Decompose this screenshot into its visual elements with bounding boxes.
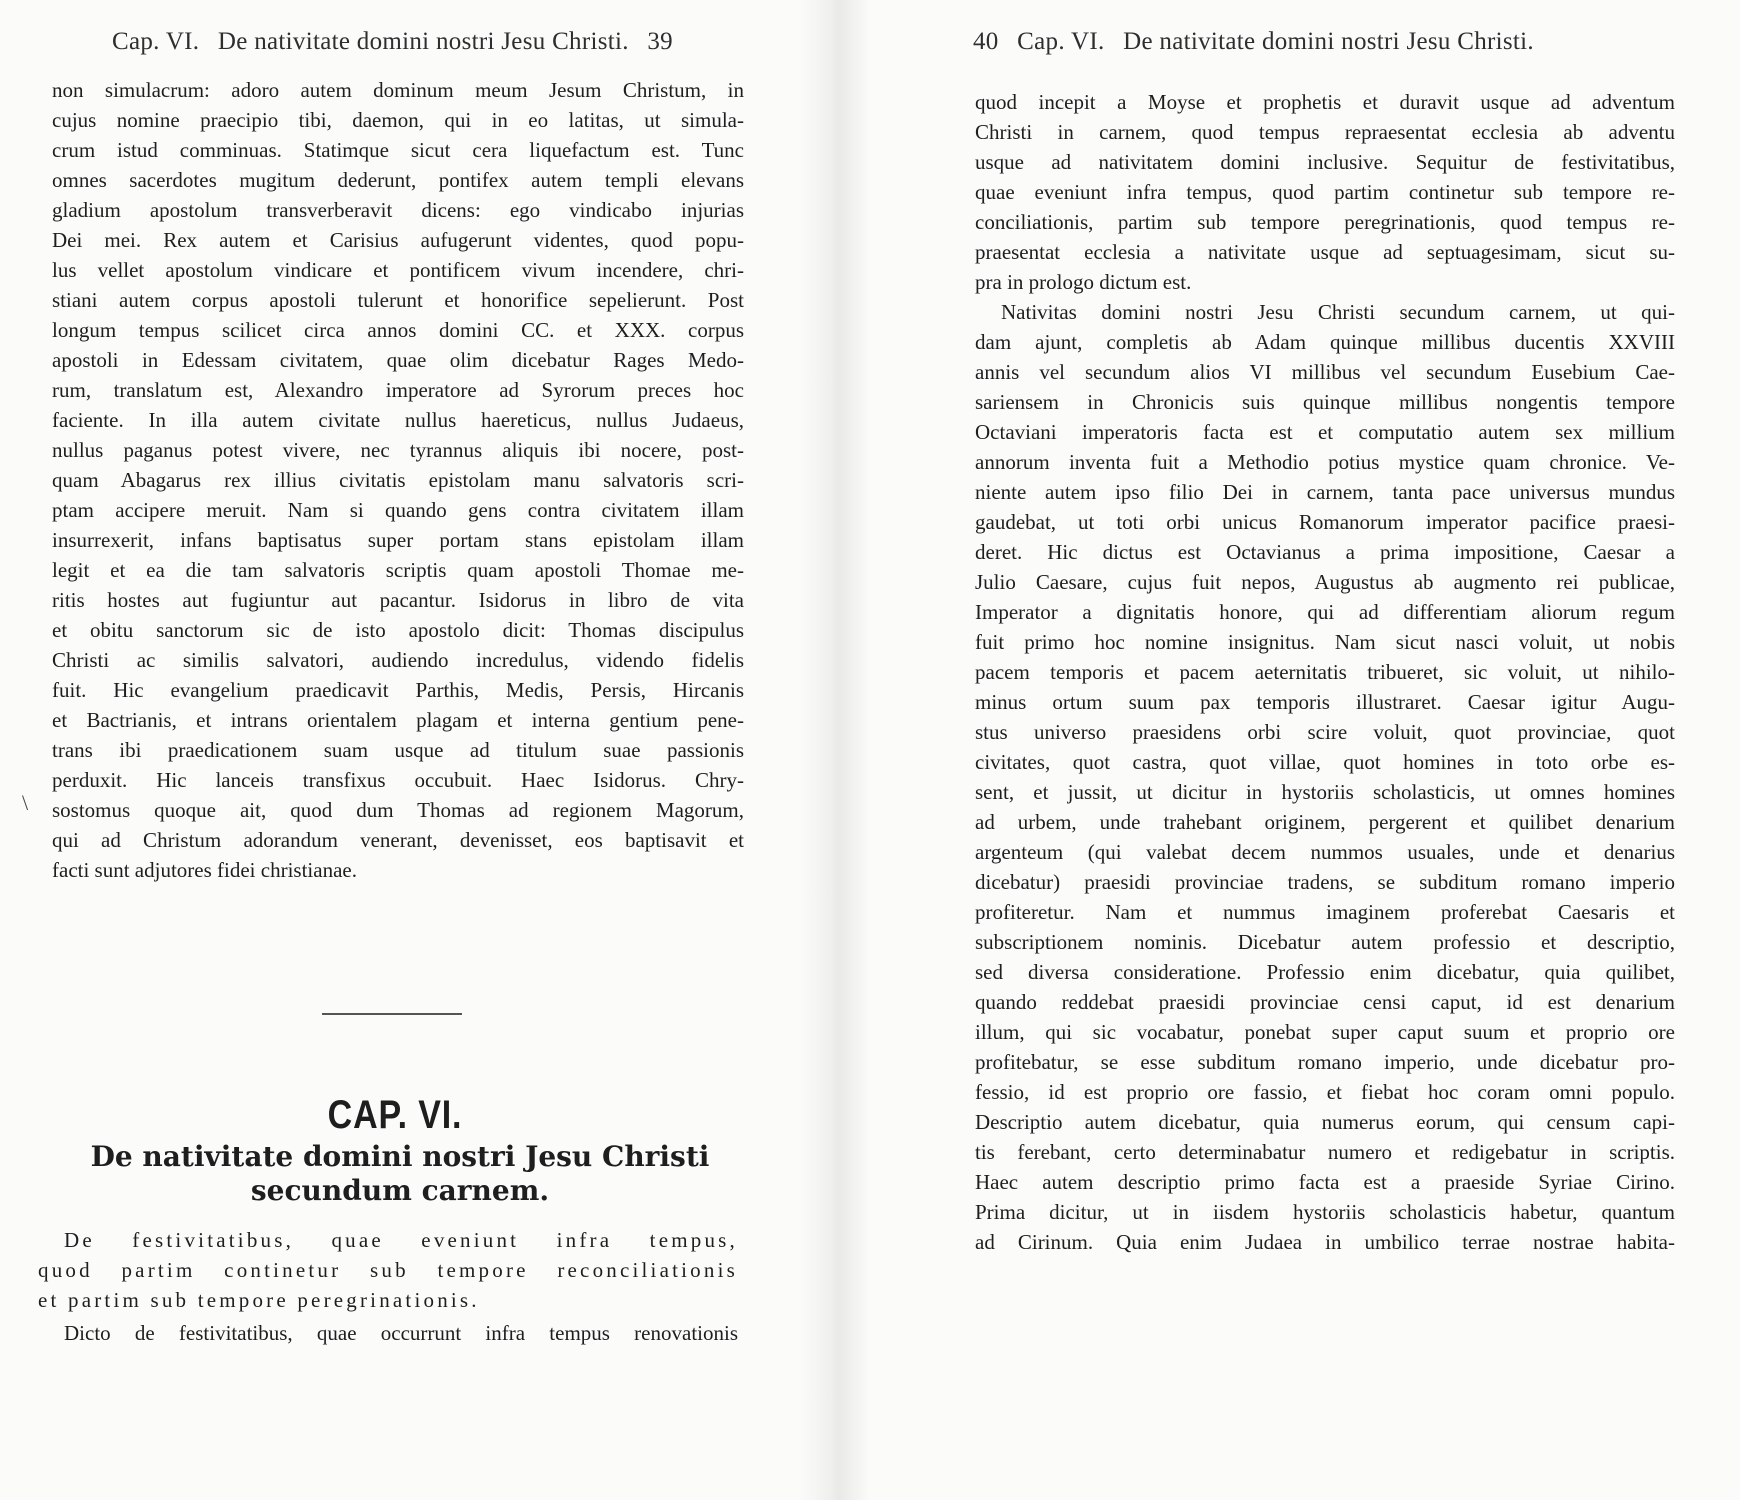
- text-line: fessio, id est proprio ore fassio, et fiebat hoc coram omni populo.: [975, 1080, 1675, 1104]
- right-running-head: [973, 28, 1534, 56]
- chapter-subtitle-line-2: secundum carnem.: [250, 1174, 550, 1207]
- right-page: [870, 0, 1740, 1500]
- text-line: tis ferebant, certo determinabatur numero et redigebatur in scriptis.: [975, 1140, 1675, 1164]
- text-line: praesentat ecclesia a nativitate usque ad septuagesimam, sicut su-: [975, 240, 1675, 264]
- text-line: non simulacrum: adoro autem dominum meum Jesum Christum, in: [52, 78, 744, 102]
- text-line: civitates, quot castra, quot villae, quot homines in toto orbe es-: [975, 750, 1675, 774]
- text-line: quam Abagarus rex illius civitatis epistolam manu salvatoris scri-: [52, 468, 744, 492]
- text-line: omnes sacerdotes mugitum dederunt, pontifex autem templi elevans: [52, 168, 744, 192]
- text-line: sed diversa consideratione. Professio enim dicebatur, quia quilibet,: [975, 960, 1675, 984]
- chapter-summary: [38, 1225, 738, 1315]
- text-line: Prima dicitur, ut in iisdem hystoriis scholasticis habetur, quantum: [975, 1200, 1675, 1224]
- text-line: et obitu sanctorum sic de isto apostolo dicit: Thomas discipulus: [52, 618, 744, 642]
- text-line: apostoli in Edessam civitatem, quae olim dicebatur Rages Medo-: [52, 348, 744, 372]
- text-line: fuit. Hic evangelium praedicavit Parthis, Medis, Persis, Hircanis: [52, 678, 744, 702]
- text-line: Christi ac similis salvatori, audiendo incredulus, videndo fidelis: [52, 648, 744, 672]
- section-divider: [322, 1013, 462, 1015]
- text-line: Christi in carnem, quod tempus repraesentat ecclesia ab adventu: [975, 120, 1675, 144]
- text-line: trans ibi praedicationem suam usque ad titulum suae passionis: [52, 738, 744, 762]
- text-line: deret. Hic dictus est Octavianus a prima impositione, Caesar a: [975, 540, 1675, 564]
- text-line: conciliationis, partim sub tempore peregrinationis, quod tempus re-: [975, 210, 1675, 234]
- right-header-cap: Cap. VI.: [1017, 28, 1105, 55]
- text-line: stus universo praesidens orbi scire voluit, quot provinciae, quot: [975, 720, 1675, 744]
- text-line: pacem temporis et pacem aeternitatis tribueret, sic voluit, ut nihilo-: [975, 660, 1675, 684]
- text-line: Dicto de festivitatibus, quae occurrunt infra tempus renovationis: [64, 1321, 738, 1345]
- summary-line: De festivitatibus, quae eveniunt infra tempus,: [64, 1228, 738, 1252]
- text-line: pra in prologo dictum est.: [975, 270, 1192, 294]
- right-page-number: 40: [973, 28, 999, 55]
- text-line: quando reddebat praesidi provinciae censi caput, id est denarium: [975, 990, 1675, 1014]
- text-line: Octaviani imperatoris facta est et computatio autem sex millium: [975, 420, 1675, 444]
- left-body-text: [52, 75, 744, 885]
- text-line: argenteum (qui valebat decem nummos usuales, unde et denarius: [975, 840, 1675, 864]
- text-line: fuit primo hoc nomine insignitus. Nam sicut nasci voluit, ut nobis: [975, 630, 1675, 654]
- text-line: legit et ea die tam salvatoris scriptis quam apostoli Thomae me-: [52, 558, 744, 582]
- text-line: ad urbem, unde trahebant originem, pergerent et quilibet denarium: [975, 810, 1675, 834]
- left-header-cap: Cap. VI.: [112, 28, 200, 55]
- text-line: subscriptionem nominis. Dicebatur autem professio et descriptio,: [975, 930, 1675, 954]
- text-line: annis vel secundum alios VI millibus vel secundum Eusebium Cae-: [975, 360, 1675, 384]
- text-line: ad Cirinum. Quia enim Judaea in umbilico terrae nostrae habita-: [975, 1230, 1675, 1254]
- text-line: sariensem in Chronicis suis quinque millibus nongentis tempore: [975, 390, 1675, 414]
- text-line: illum, qui sic vocabatur, ponebat super caput suum et proprio ore: [975, 1020, 1675, 1044]
- text-line: gladium apostolum transverberavit dicens: ego vindicabo injurias: [52, 198, 744, 222]
- text-line: facti sunt adjutores fidei christianae.: [52, 858, 357, 882]
- text-line: Imperator a dignitatis honore, qui ad differentiam aliorum regum: [975, 600, 1675, 624]
- text-line: rum, translatum est, Alexandro imperatore ad Syrorum preces hoc: [52, 378, 744, 402]
- text-line: nullus paganus potest vivere, nec tyrannus aliquis ibi nocere, post-: [52, 438, 744, 462]
- book-gutter: [800, 0, 870, 1500]
- text-line: profitebatur, se esse subditum romano imperio, unde dicebatur pro-: [975, 1050, 1675, 1074]
- chapter-number: CAP. VI.: [327, 1093, 463, 1137]
- text-line: dicebatur) praesidi provinciae tradens, se subditum romano imperio: [975, 870, 1675, 894]
- summary-line: et partim sub tempore peregrinationis.: [38, 1288, 480, 1312]
- summary-line: quod partim continetur sub tempore reconciliationis: [38, 1258, 738, 1282]
- text-line: sent, et jussit, ut dicitur in hystoriis scholasticis, ut omnes homines: [975, 780, 1675, 804]
- text-line: quae eveniunt infra tempus, quod partim continetur sub tempore re-: [975, 180, 1675, 204]
- left-page-number: 39: [647, 28, 673, 55]
- text-line: quod incepit a Moyse et prophetis et duravit usque ad adventum: [975, 90, 1675, 114]
- text-line: usque ad nativitatem domini inclusive. Sequitur de festivitatibus,: [975, 150, 1675, 174]
- text-line: et Bactrianis, et intrans orientalem plagam et interna gentium pene-: [52, 708, 744, 732]
- text-line: faciente. In illa autem civitate nullus haereticus, nullus Judaeus,: [52, 408, 744, 432]
- text-line: stiani autem corpus apostoli tulerunt et honorifice sepelierunt. Post: [52, 288, 744, 312]
- text-line: Haec autem descriptio primo facta est a praeside Syriae Cirino.: [975, 1170, 1675, 1194]
- left-running-head: [112, 28, 673, 56]
- chapter-opening: [38, 1318, 738, 1348]
- text-line: annorum inventa fuit a Methodio potius mystice quam chronice. Ve-: [975, 450, 1675, 474]
- text-line: crum istud comminuas. Statimque sicut cera liquefactum est. Tunc: [52, 138, 744, 162]
- left-header-title: De nativitate domini nostri Jesu Christi.: [217, 28, 629, 55]
- text-line: ptam accipere meruit. Nam si quando gens contra civitatem illam: [52, 498, 744, 522]
- chapter-subtitle-line-1: De nativitate domini nostri Jesu Christi: [90, 1140, 710, 1173]
- text-line: ritis hostes aut fugiuntur aut pacantur. Isidorus in libro de vita: [52, 588, 744, 612]
- text-line: dam ajunt, completis ab Adam quinque millibus ducentis XXVIII: [975, 330, 1675, 354]
- text-line: minus ortum suum pax temporis illustraret. Caesar igitur Augu-: [975, 690, 1675, 714]
- text-line: qui ad Christum adorandum venerant, devenisset, eos baptisavit et: [52, 828, 744, 852]
- text-line: cujus nomine praecipio tibi, daemon, qui in eo latitas, ut simula-: [52, 108, 744, 132]
- text-line: gaudebat, ut toti orbi unicus Romanorum imperator pacifice praesi-: [975, 510, 1675, 534]
- left-page: [0, 0, 790, 1500]
- text-line: insurrexerit, infans baptisatus super portam stans epistolam illam: [52, 528, 744, 552]
- text-line: Dei mei. Rex autem et Carisius aufugerunt videntes, quod popu-: [52, 228, 744, 252]
- text-line: Descriptio autem dicebatur, quia numerus eorum, qui censum capi-: [975, 1110, 1675, 1134]
- text-line: Nativitas domini nostri Jesu Christi secundum carnem, ut qui-: [1001, 300, 1675, 324]
- margin-mark: \: [22, 790, 29, 815]
- text-line: niente autem ipso filio Dei in carnem, tanta pace universus mundus: [975, 480, 1675, 504]
- text-line: sostomus quoque ait, quod dum Thomas ad regionem Magorum,: [52, 798, 744, 822]
- text-line: profiteretur. Nam et nummus imaginem proferebat Caesaris et: [975, 900, 1675, 924]
- right-body-text: [975, 87, 1675, 1257]
- text-line: perduxit. Hic lanceis transfixus occubuit. Haec Isidorus. Chry-: [52, 768, 744, 792]
- text-line: Julio Caesare, cujus fuit nepos, Augustus ab augmento rei publicae,: [975, 570, 1675, 594]
- text-line: lus vellet apostolum vindicare et pontificem vivum incendere, chri-: [52, 258, 744, 282]
- right-header-title: De nativitate domini nostri Jesu Christi.: [1123, 28, 1534, 55]
- text-line: longum tempus scilicet circa annos domini CC. et XXX. corpus: [52, 318, 744, 342]
